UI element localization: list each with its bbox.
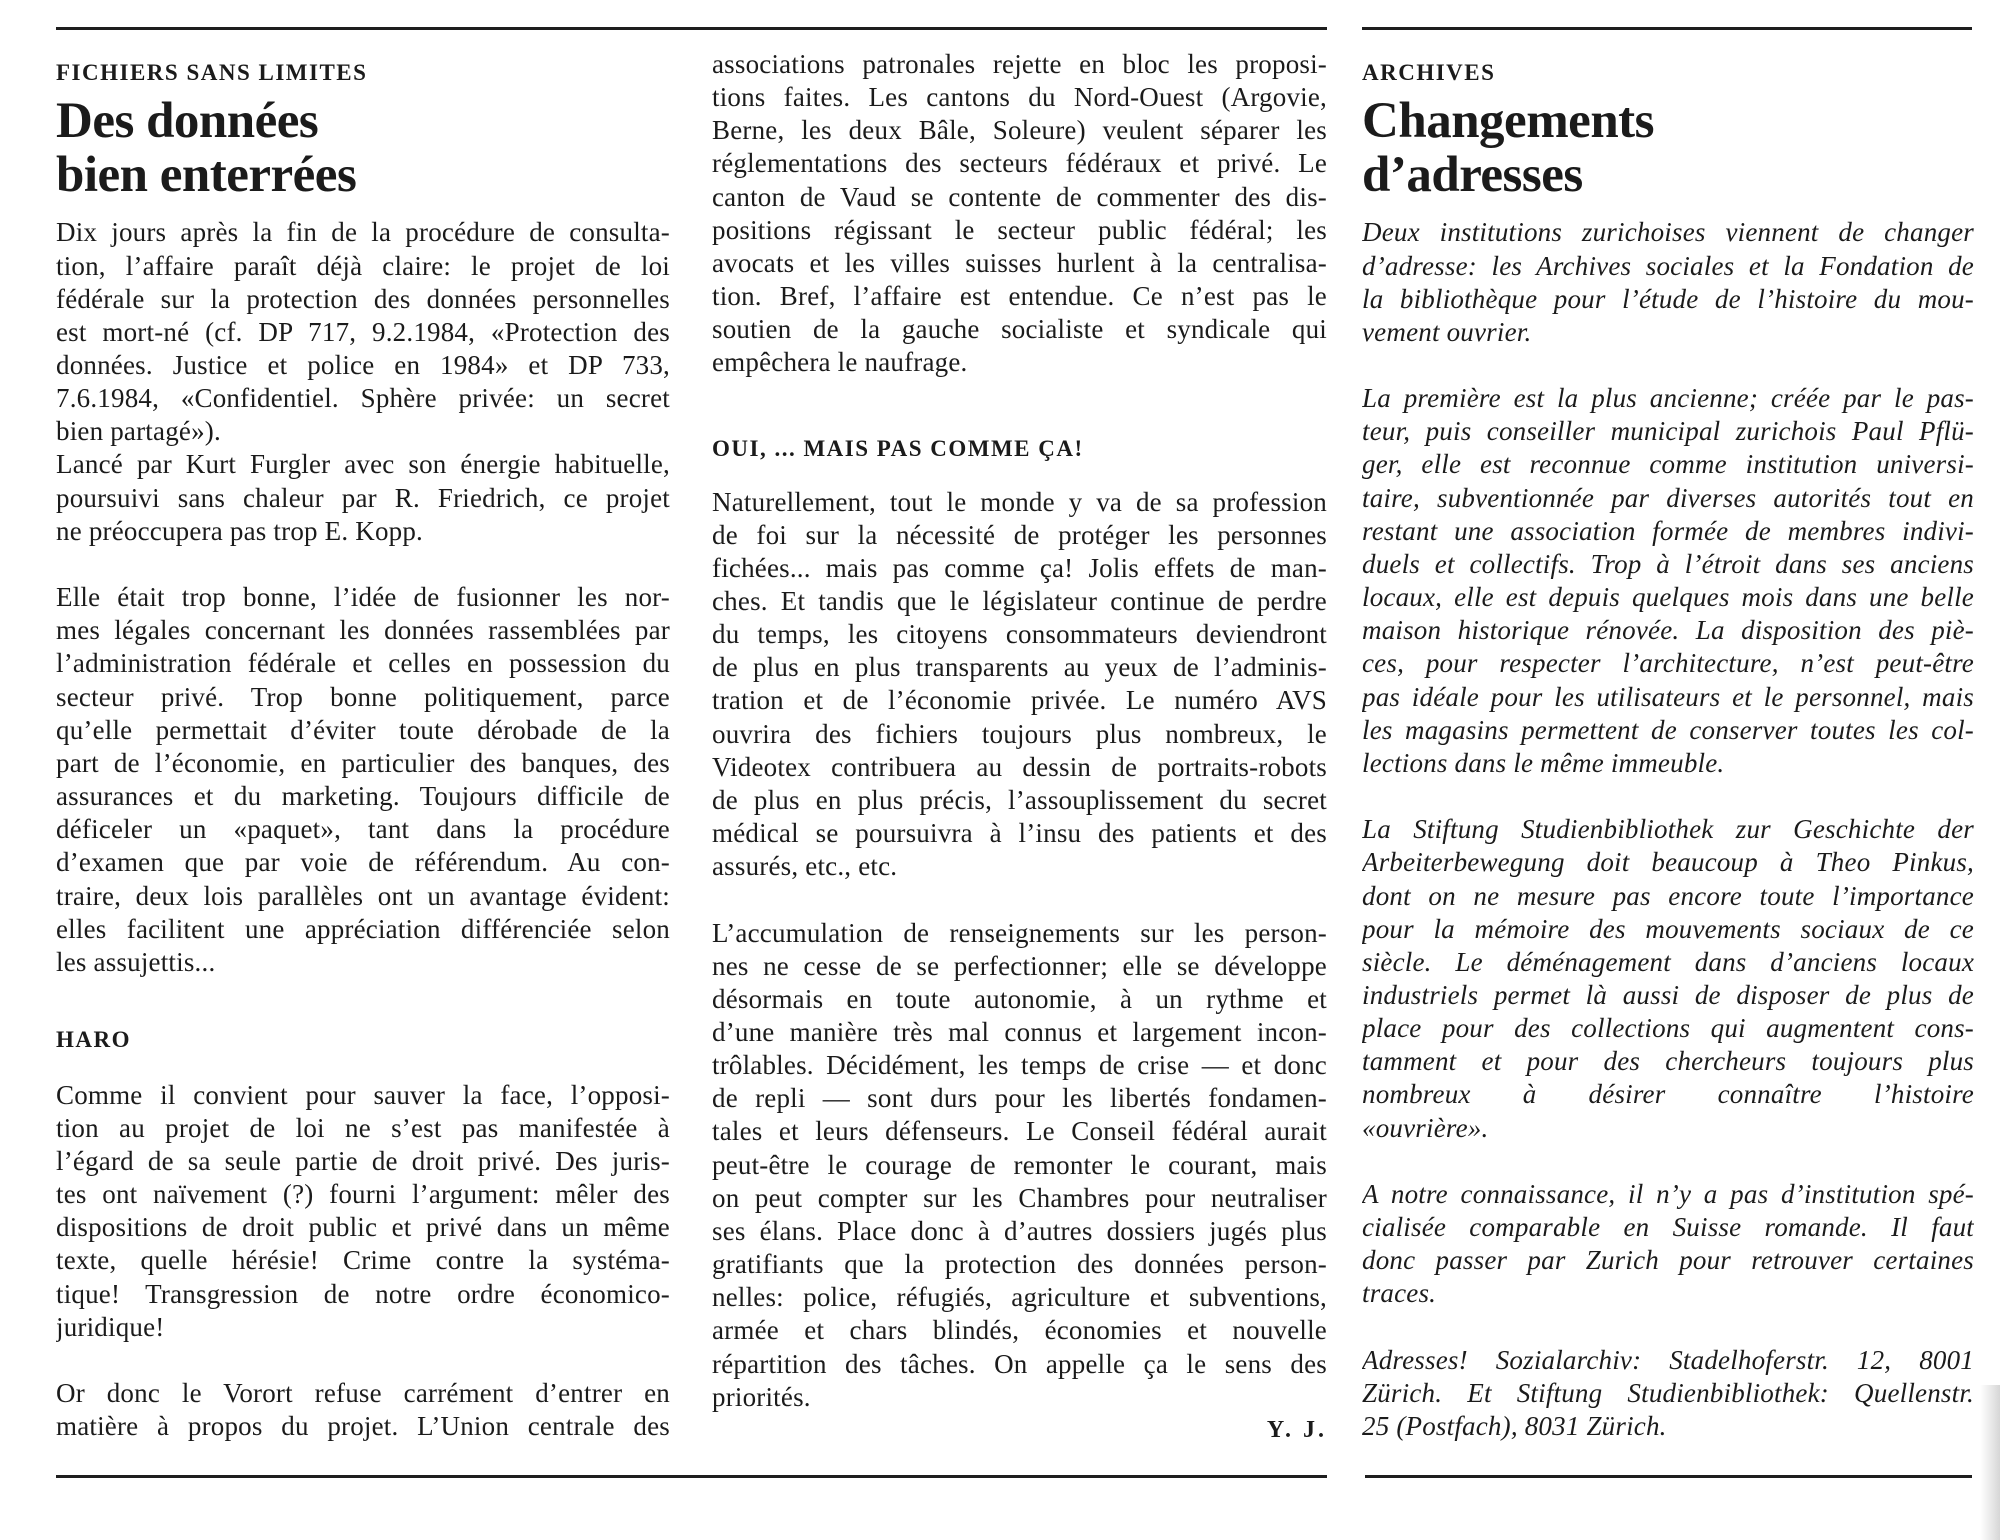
text-line: ouvrira des fichiers toujours plus nombreux, le — [712, 718, 1327, 749]
text-line: est mort-né (cf. DP 717, 9.2.1984, «Protection des — [56, 316, 670, 347]
text-line: A notre connaissance, il n’y a pas d’institution spé- — [1362, 1178, 1974, 1209]
subheading: OUI, ... MAIS PAS COMME ÇA! — [712, 436, 1084, 462]
text-line: positions régissant le secteur public fédéral; les — [712, 214, 1327, 245]
text-line: déficeler un «paquet», tant dans la procédure — [56, 814, 670, 845]
text-line: associations patronales rejette en bloc les proposi- — [712, 49, 1327, 79]
text-line: teur, puis conseiller municipal zurichois Paul Pflü- — [1362, 416, 1974, 447]
text-line: Comme il convient pour sauver la face, l’opposi- — [56, 1079, 670, 1110]
headline-line: bien enterrées — [56, 146, 357, 203]
paragraph — [56, 448, 670, 547]
section-kicker: ARCHIVES — [1362, 59, 1496, 85]
text-line: Berne, les deux Bâle, Soleure) veulent séparer les — [712, 115, 1327, 146]
text-line: ses élans. Place donc à d’autres dossiers jugés plus — [712, 1215, 1327, 1246]
text-line: tration et de l’économie privée. Le numéro AVS — [712, 685, 1327, 716]
paragraph — [56, 1377, 670, 1443]
text-line: pas idéale pour les utilisateurs et le personnel, mais — [1362, 681, 1974, 712]
text-line: soutien de la gauche socialiste et syndicale qui — [712, 314, 1327, 345]
text-line: traire, deux lois parallèles ont un avantage évident: — [56, 880, 670, 911]
body-text-block — [56, 1079, 670, 1444]
text-line: d’adresse: les Archives sociales et la Fondation de — [1362, 250, 1974, 281]
text-line: tion, l’affaire paraît déjà claire: le projet de loi — [56, 250, 670, 281]
text-line: réglementations des secteurs fédéraux et privé. Le — [712, 148, 1327, 179]
text-line: tes ont naïvement (?) fourni l’argument: mêler des — [56, 1179, 670, 1210]
text-line: médical se poursuivra à l’insu des patients et des — [712, 818, 1327, 849]
text-line: tales et leurs défenseurs. Le Conseil fédéral aurait — [712, 1116, 1327, 1147]
text-line: d’examen que par voie de référendum. Au con- — [56, 847, 670, 878]
text-line: restant une association formée de membres indivi- — [1362, 515, 1974, 546]
text-line: répartition des tâches. On appelle ça le sens des — [712, 1348, 1327, 1379]
bottom-rule-left — [56, 1475, 1327, 1478]
text-line: texte, quelle hérésie! Crime contre la systéma- — [56, 1245, 670, 1276]
text-line: du temps, les citoyens consommateurs deviendront — [712, 619, 1327, 650]
text-line: de foi sur la nécessité de protéger les personnes — [712, 519, 1327, 550]
text-line: de plus en plus précis, l’assouplissement du secret — [712, 784, 1327, 815]
text-line: place pour des collections qui augmentent cons- — [1362, 1013, 1974, 1044]
text-line: tions faites. Les cantons du Nord-Ouest (Argovie, — [712, 82, 1327, 113]
paragraph — [56, 1079, 670, 1344]
text-line: industriels permet là aussi de disposer de plus de — [1362, 979, 1974, 1010]
paragraph — [712, 917, 1327, 1414]
paragraph — [1362, 813, 1974, 1145]
text-line: empêchera le naufrage. — [712, 347, 968, 378]
text-line: dispositions de droit public et privé dans un même — [56, 1212, 670, 1243]
text-line: ches. Et tandis que le législateur continue de perdre — [712, 585, 1327, 616]
text-line: nombreux à désirer connaître l’histoire — [1362, 1079, 1974, 1110]
text-line: cialisée comparable en Suisse romande. Il faut — [1362, 1212, 1974, 1243]
text-line: traces. — [1362, 1278, 1437, 1309]
text-line: tion au projet de loi ne s’est pas manifestée à — [56, 1112, 670, 1143]
text-line: ces, pour respecter l’architecture, n’est peut-être — [1362, 648, 1974, 679]
text-line: bien partagé»). — [56, 416, 221, 447]
text-line: peut-être le courage de remonter le courant, mais — [712, 1149, 1327, 1180]
text-line: Videotex contribuera au dessin de portraits-robots — [712, 751, 1327, 782]
text-line: les assujettis... — [56, 946, 216, 977]
paragraph — [712, 48, 1327, 380]
text-line: Arbeiterbewegung doit beaucoup à Theo Pinkus, — [1362, 847, 1974, 878]
scan-edge-shading — [1980, 1385, 2000, 1540]
text-line: L’accumulation de renseignements sur les person- — [712, 917, 1327, 948]
top-rule-right — [1362, 27, 1972, 30]
paragraph — [56, 216, 670, 448]
text-line: armée et chars blindés, économies et nouvelle — [712, 1315, 1327, 1346]
body-text-block — [712, 486, 1327, 1448]
text-line: poursuivi sans chaleur par R. Friedrich, ce projet — [56, 482, 670, 513]
text-line: on peut compter sur les Chambres pour neutraliser — [712, 1182, 1327, 1213]
text-line: duels et collectifs. Trop à l’étroit dans ses anciens — [1362, 548, 1974, 579]
text-line: ne préoccupera pas trop E. Kopp. — [56, 515, 424, 546]
text-line: Adresses! Sozialarchiv: Stadelhoferstr. 12, 8001 — [1362, 1344, 1974, 1375]
text-line: tamment et pour des chercheurs toujours plus — [1362, 1046, 1974, 1077]
text-line: La Stiftung Studienbibliothek zur Geschichte der — [1362, 814, 1974, 845]
text-line: fédérale sur la protection des données personnelles — [56, 283, 670, 314]
text-line: nes ne cesse de se perfectionner; elle se développe — [712, 950, 1327, 981]
text-line: Elle était trop bonne, l’idée de fusionner les nor- — [56, 582, 670, 613]
text-line: Dix jours après la fin de la procédure de consulta- — [56, 217, 670, 248]
text-line: gratifiants que la protection des données person- — [712, 1249, 1327, 1280]
intro-paragraph — [1362, 216, 1974, 349]
text-line: trôlables. Décidément, les temps de crise — et donc — [712, 1050, 1327, 1081]
text-line: canton de Vaud se contente de commenter des dis- — [712, 181, 1327, 212]
text-line: Lancé par Kurt Furgler avec son énergie habituelle, — [56, 449, 670, 480]
text-line: La première est la plus ancienne; créée par le pas- — [1362, 383, 1974, 414]
text-line: vement ouvrier. — [1362, 316, 1532, 347]
text-line: désormais en toute autonomie, à un rythme et — [712, 983, 1327, 1014]
text-line: qu’elle permettait d’éviter toute dérobade de la — [56, 714, 670, 745]
text-line: donc passer par Zurich pour retrouver certaines — [1362, 1245, 1974, 1276]
text-line: 7.6.1984, «Confidentiel. Sphère privée: un secret — [56, 383, 670, 414]
text-line: assurances et du marketing. Toujours difficile de — [56, 781, 670, 812]
bottom-rule-right — [1365, 1475, 1972, 1478]
article-headline — [1362, 95, 1974, 202]
text-line: de repli — sont durs pour les libertés fondamen- — [712, 1083, 1327, 1114]
text-line: locaux, elle est depuis quelques mois dans une belle — [1362, 582, 1974, 613]
text-line: matière à propos du projet. L’Union centrale des — [56, 1411, 670, 1442]
text-line: Naturellement, tout le monde y va de sa profession — [712, 486, 1327, 517]
top-rule-left — [56, 27, 1327, 30]
text-line: tion. Bref, l’affaire est entendue. Ce n’est pas le — [712, 281, 1327, 312]
headline-line: d’adresses — [1362, 146, 1583, 203]
text-line: mes légales concernant les données rassemblées par — [56, 615, 670, 646]
text-line: dont on ne mesure pas encore toute l’importance — [1362, 880, 1974, 911]
text-line: pour la mémoire des mouvements sociaux de ce — [1362, 913, 1974, 944]
paragraph — [712, 486, 1327, 884]
text-line: de plus en plus transparents au yeux de l’adminis- — [712, 652, 1327, 683]
text-line: avocats et les villes suisses hurlent à la centralisa- — [712, 247, 1327, 278]
headline-line: Des données — [56, 93, 319, 149]
text-line: priorités. — [712, 1381, 811, 1412]
text-line: Or donc le Vorort refuse carrément d’entrer en — [56, 1378, 670, 1408]
text-line: juridique! — [56, 1311, 165, 1342]
text-line: nelles: police, réfugiés, agriculture et subventions, — [712, 1282, 1327, 1313]
address-paragraph — [1362, 1344, 1974, 1443]
text-line: la bibliothèque pour l’étude de l’histoire du mou- — [1362, 283, 1974, 314]
text-line: l’égard de sa seule partie de droit privé. Des juris- — [56, 1145, 670, 1176]
text-line: siècle. Le déménagement dans d’anciens locaux — [1362, 946, 1974, 977]
text-line: lections dans le même immeuble. — [1362, 747, 1725, 778]
body-text-block — [712, 48, 1327, 380]
text-line: Zürich. Et Stiftung Studienbibliothek: Quellenstr. — [1362, 1377, 1974, 1408]
text-line: tique! Transgression de notre ordre économico- — [56, 1278, 670, 1309]
text-line: données. Justice et police en 1984» et DP 733, — [56, 350, 670, 381]
paragraph — [56, 581, 670, 979]
text-line: 25 (Postfach), 8031 Zürich. — [1362, 1411, 1667, 1442]
text-line: fichées... mais pas comme ça! Jolis effets de man- — [712, 552, 1327, 583]
text-line: Deux institutions zurichoises viennent de changer — [1362, 217, 1974, 248]
article-headline — [56, 95, 670, 202]
headline-line: Changements — [1362, 93, 1655, 149]
text-line: maison historique rénovée. La disposition des piè- — [1362, 615, 1974, 646]
body-text-block — [56, 216, 670, 979]
text-line: l’administration fédérale et celles en possession du — [56, 648, 670, 679]
body-text-block — [1362, 216, 1974, 1443]
text-line: part de l’économie, en particulier des banques, des — [56, 747, 670, 778]
text-line: elles facilitent une appréciation différenciée selon — [56, 913, 670, 944]
subheading: HARO — [56, 1026, 131, 1052]
text-line: «ouvrière». — [1362, 1112, 1489, 1143]
text-line: ger, elle est reconnue comme institution universi- — [1362, 449, 1974, 480]
author-signature: Y. J. — [1266, 1416, 1327, 1443]
text-line: secteur privé. Trop bonne politiquement, parce — [56, 681, 670, 712]
text-line: taire, subventionnée par diverses autorités tout en — [1362, 482, 1974, 513]
paragraph — [1362, 1178, 1974, 1311]
text-line: d’une manière très mal connus et largement incon- — [712, 1017, 1327, 1047]
paragraph — [1362, 382, 1974, 780]
section-kicker: FICHIERS SANS LIMITES — [56, 59, 368, 85]
text-line: les magasins permettent de conserver toutes les col- — [1362, 714, 1974, 745]
text-line: assurés, etc., etc. — [712, 851, 898, 882]
